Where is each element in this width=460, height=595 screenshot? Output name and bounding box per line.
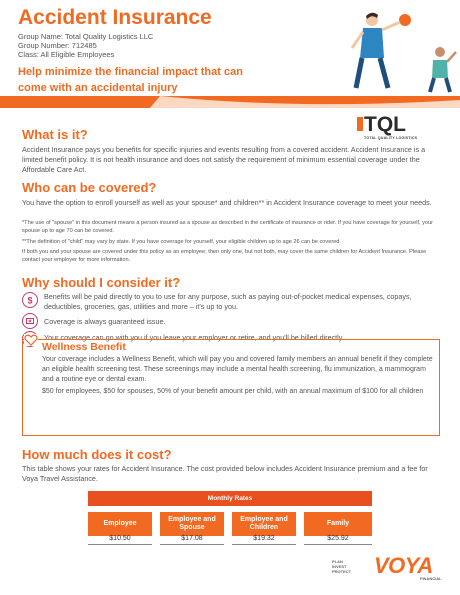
- section-heading-cost: How much does it cost?: [22, 447, 172, 462]
- cost-body: This table shows your rates for Accident Insurance. The cost provided below includes Accident Insurance premium and a fee for Voya Travel Assistance.: [22, 464, 428, 483]
- who-note-both: If both you and your spouse are covered under this policy as an employee; then only one, but not both, may cover the same children for Accident Insurance. Please contact your employer for more information.: [22, 249, 427, 263]
- why-item-guaranteed: Coverage is always guaranteed issue.: [44, 317, 166, 326]
- tagline: Help minimize the financial impact that can come with an accidental injury: [18, 66, 243, 94]
- ball-icon: [399, 14, 411, 26]
- voya-tag-invest: INVEST: [332, 564, 347, 569]
- page-title: Accident Insurance: [18, 6, 212, 29]
- group-number: Group Number: 712485: [18, 41, 97, 50]
- rate-column-employee: Employee: [88, 512, 152, 536]
- section-heading-why: Why should I consider it?: [22, 275, 181, 290]
- voya-logo: VOYA: [374, 553, 433, 578]
- tql-logo: TQL: [364, 113, 406, 136]
- rate-value-employee-spouse: $17.08: [160, 534, 224, 545]
- rate-column-employee-spouse: Employee and Spouse: [160, 512, 224, 536]
- svg-text:$: $: [27, 295, 33, 306]
- voya-tagline: [332, 559, 351, 574]
- rate-column-employee-children: Employee and Children: [232, 512, 296, 536]
- voya-tag-plan: PLAN: [332, 559, 343, 564]
- medical-kit-icon: [22, 313, 38, 329]
- who-body: You have the option to enroll yourself as well as your spouse* and children** in Accident Insurance coverage to meet your needs.: [22, 198, 432, 207]
- rates-table-title: Monthly Rates: [88, 491, 372, 506]
- rate-value-employee-children: $19.32: [232, 534, 296, 545]
- decorative-wave: [0, 96, 460, 108]
- wellness-amounts: $50 for employees, $50 for spouses, 50% of your benefit amount per child, with an annual maximum of $100 for all children: [42, 388, 424, 395]
- class-line: Class: All Eligible Employees: [18, 50, 115, 59]
- wellness-body: Your coverage includes a Wellness Benefit, which will pay you and covered family members an annual benefit if they complete an eligible health screening test. These screenings may include a mental health screening, flu immunization, a mammogram and a routine eye or dental exam.: [42, 356, 433, 383]
- voya-logo-subtitle: FINANCIAL: [420, 576, 442, 581]
- section-heading-who: Who can be covered?: [22, 180, 157, 195]
- family-illustration: [300, 0, 460, 100]
- section-heading-what: What is it?: [22, 127, 88, 142]
- rate-value-family: $25.92: [304, 534, 372, 545]
- group-name: Group Name: Total Quality Logistics LLC: [18, 32, 154, 41]
- why-item-portable: Your coverage can go with you if you leave your employer or retire, and you'll be billed directly.: [44, 333, 344, 342]
- dollar-icon: [22, 292, 38, 308]
- who-note-child: **The definition of "child" may vary by state. If you have coverage for yourself, your eligible children up to age 26 can be covered.: [22, 239, 341, 245]
- tql-logo-subtitle: TOTAL QUALITY LOGISTICS: [364, 136, 418, 140]
- rate-value-employee: $10.50: [88, 534, 152, 545]
- who-note-spouse: *The use of "spouse" in this document means a person insured as a spouse as described in the certificate of insurance or rider. If you have coverage for yourself, your spouse up to age 70 can be covered.: [22, 220, 433, 234]
- rate-column-family: Family: [304, 512, 372, 536]
- heart-icon: [24, 334, 38, 346]
- why-item-payment: Benefits will be paid directly to you to use for any purpose, such as paying out-of-pocket medical expenses, copays, deductibles, groceries, gas, utilities and more – it's up to you.: [44, 292, 412, 311]
- wellness-heading: Wellness Benefit: [42, 341, 126, 353]
- voya-tag-protect: PROTECT: [332, 569, 352, 574]
- what-body: Accident Insurance pays you benefits for specific injuries and events resulting from a covered accident. Accident Insurance is a limited benefit policy. It is not health insurance and does not satisfy the requirement of minimum essential coverage under the Affordable Care Act.: [22, 145, 426, 174]
